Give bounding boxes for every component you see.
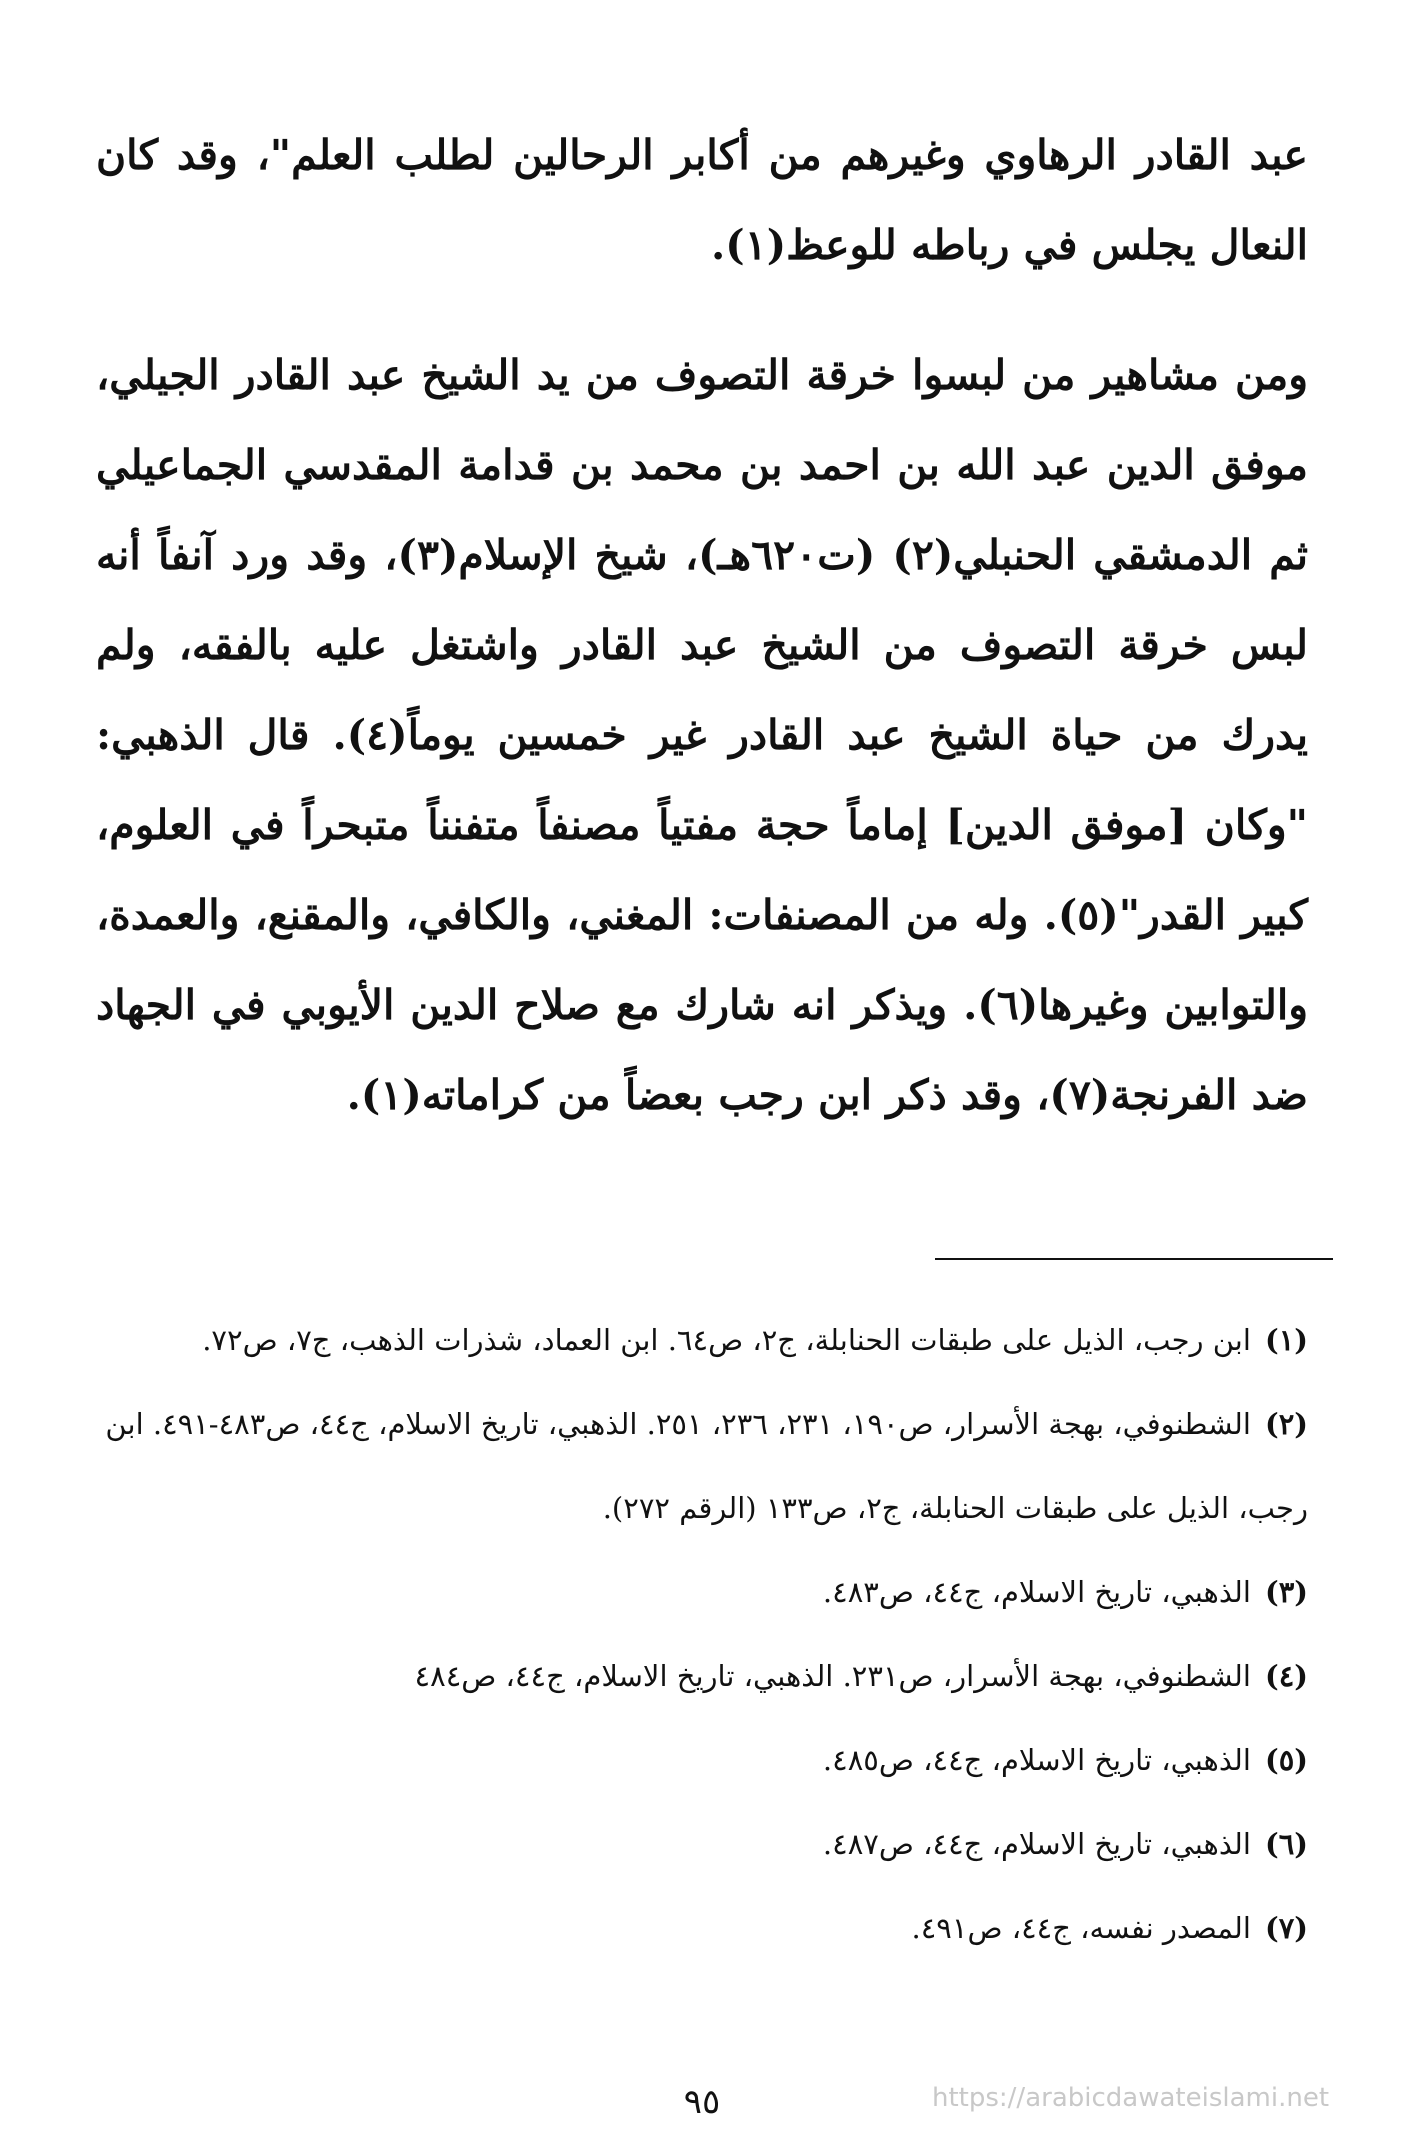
footnote-number: (٢) [1264,1407,1308,1441]
footnote-text: ابن رجب، الذيل على طبقات الحنابلة، ج٢، ص٦٤. ابن العماد، شذرات الذهب، ج٧، ص٧٢. [202,1323,1251,1357]
page-number: ٩٥ [683,2082,721,2122]
paragraph: عبد القادر الرهاوي وغيرهم من أكابر الرحالين لطلب العلم"، وقد كان النعال يجلس في رباطه للوعظ(١). [96,131,1308,269]
footnote-text: الذهبي، تاريخ الاسلام، ج٤٤، ص٤٨٧. [822,1827,1251,1861]
footnote-number: (٥) [1264,1743,1308,1777]
footnote [96,1718,1308,1802]
footnote-text: الشطنوفي، بهجة الأسرار، ص٢٣١. الذهبي، تاريخ الاسلام، ج٤٤، ص٤٨٤ [414,1659,1251,1693]
watermark-url: https://arabicdawateislami.net [932,2083,1330,2113]
footnote [96,1550,1308,1634]
body-text [96,110,1308,1140]
footnote [96,1634,1308,1718]
footnote-number: (٣) [1264,1575,1308,1609]
footnote-text: الشطنوفي، بهجة الأسرار، ص١٩٠، ٢٣١، ٢٣٦، ٢٥١. الذهبي، تاريخ الاسلام، ج٤٤، ص٤٨٣-٤٩١. ابن رجب، الذيل على طبقات الحنابلة، ج٢، ص١٣٣ (الرقم ٢٧٢). [105,1407,1308,1525]
footnote-number: (٤) [1264,1659,1308,1693]
footnote-text: المصدر نفسه، ج٤٤، ص٤٩١. [911,1911,1251,1945]
footnote-divider [935,1258,1333,1260]
paragraph: ومن مشاهير من لبسوا خرقة التصوف من يد الشيخ عبد القادر الجيلي، موفق الدين عبد الله بن احمد بن محمد بن قدامة المقدسي الجماعيلي ثم الدمشقي الحنبلي(٢) (ت٦٢٠هـ)، شيخ الإسلام(٣)، وقد ورد آنفاً أنه لبس خرقة التصوف من الشيخ عبد القادر واشتغل عليه بالفقه، ولم يدرك من حياة الشيخ عبد القادر غير خمسين يوماً(٤). قال الذهبي: "وكان [موفق الدين] إماماً حجة مفتياً مصنفاً متفنناً متبحراً في العلوم، كبير القدر"(٥). وله من المصنفات: المغني، والكافي، والمقنع، والعمدة، والتوابين وغيرها(٦). ويذكر انه شارك مع صلاح الدين الأيوبي في الجهاد ضد الفرنجة(٧)، وقد ذكر ابن رجب بعضاً من كراماته(١). [96,351,1309,1119]
footnote-number: (٧) [1264,1911,1308,1945]
footnote-number: (٦) [1264,1827,1308,1861]
footnote-number: (١) [1264,1323,1308,1357]
footnotes [96,1298,1308,1970]
footnote-text: الذهبي، تاريخ الاسلام، ج٤٤، ص٤٨٣. [822,1575,1251,1609]
footnote-text: الذهبي، تاريخ الاسلام، ج٤٤، ص٤٨٥. [822,1743,1251,1777]
footnote [96,1382,1308,1550]
footnote [96,1886,1308,1970]
footnote [96,1802,1308,1886]
footnote [96,1298,1308,1382]
